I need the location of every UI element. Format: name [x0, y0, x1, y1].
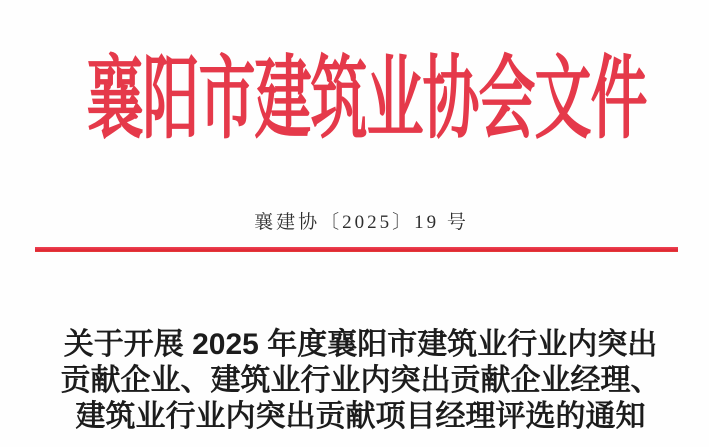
subject-line-3: 建筑业行业内突出贡献项目经理评选的通知	[75, 400, 646, 433]
red-divider-rule	[35, 247, 678, 252]
red-header	[0, 50, 709, 150]
notice-subject-title	[6, 327, 709, 435]
document-number: 襄建协〔2025〕19 号	[254, 212, 469, 233]
subject-line-2: 贡献企业、建筑业行业内突出贡献企业经理、	[60, 364, 661, 397]
organization-title: 襄阳市建筑业协会文件	[86, 50, 647, 150]
subject-line-1: 关于开展 2025 年度襄阳市建筑业行业内突出	[63, 328, 658, 361]
